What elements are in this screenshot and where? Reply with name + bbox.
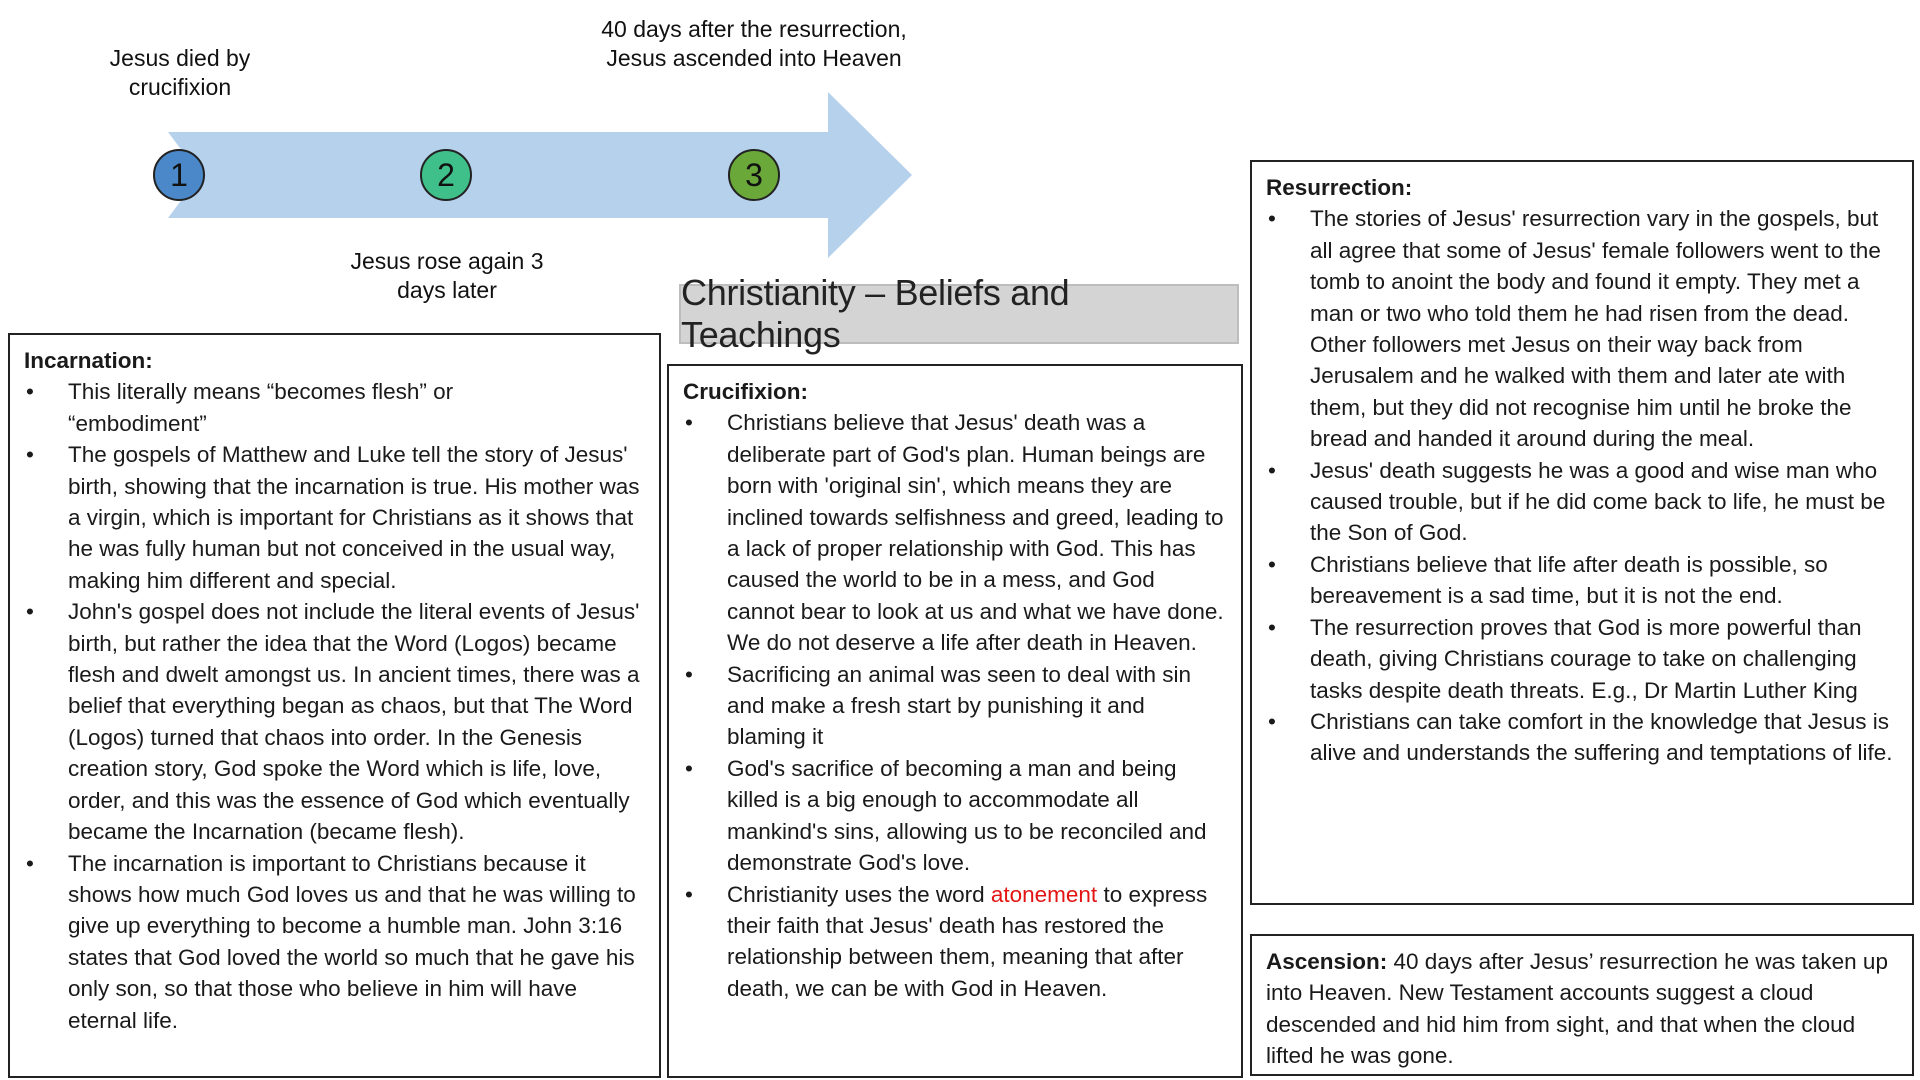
resurrection-bullet: • Christians can take comfort in the knowledge that Jesus is alive and understands the suffering and temptations of life. [1266, 706, 1898, 769]
page-title-box [679, 272, 1239, 355]
resurrection-bullet: • Christians believe that life after death is possible, so bereavement is a sad time, but it is not the end. [1266, 549, 1898, 612]
step2-circle [420, 149, 472, 201]
step3-caption: 40 days after the resurrection, Jesus ascended into Heaven [601, 16, 907, 71]
atonement-text-after: to express their faith that Jesus' death has restored the relationship between them, meaning that after death, we can be with God in Heaven. [727, 881, 1208, 1001]
crucifixion-bullet: • Christians believe that Jesus' death was a deliberate part of God's plan. Human beings are born with 'original sin', which means they are inclined towards selfishness and greed, leading to a lack of proper relationship with God. This has caused the world to be in a mess, and God cannot bear to look at us and what we have done. We do not deserve a life after death in Heaven. [683, 407, 1227, 658]
incarnation-bullet: • John's gospel does not include the literal events of Jesus' birth, but rather the idea that the Word (Logos) became flesh and dwelt amongst us. In ancient times, there was a belief that everything began as chaos, but that The Word (Logos) turned that chaos into order. In the Genesis creation story, God spoke the Word which is life, love, order, and this was the essence of God which eventually became the Incarnation (became flesh). [24, 596, 645, 847]
incarnation-heading: Incarnation: [24, 348, 153, 373]
incarnation-bullet: • The gospels of Matthew and Luke tell the story of Jesus' birth, showing that the incarnation is true. His mother was a virgin, which is important for Christians as it shows that he was fully human but not conceived in the usual way, making him different and special. [24, 439, 645, 596]
step2-number: 2 [437, 156, 455, 193]
resurrection-bullet: • The resurrection proves that God is more powerful than death, giving Christians courage to take on challenging tasks despite death threats. E.g., Dr Martin Luther King [1266, 612, 1898, 706]
step1-circle [153, 149, 205, 201]
crucifixion-bullet: • Sacrificing an animal was seen to deal with sin and make a fresh start by punishing it and blaming it [683, 659, 1227, 753]
atonement-text-before: Christianity uses the word [727, 881, 991, 907]
step2-caption: Jesus rose again 3 days later [350, 248, 544, 303]
resurrection-bullet: • Jesus' death suggests he was a good and wise man who caused trouble, but if he did come back to life, he must be the Son of God. [1266, 455, 1898, 549]
resurrection-bullet: • The stories of Jesus' resurrection vary in the gospels, but all agree that some of Jesus' female followers went to the tomb to anoint the body and found it empty. They met a man or two who told them he had risen from the dead. Other followers met Jesus on their way back from Jerusalem and he walked with them and later ate with them, but they did not recognise him until he broke the bread and handed it around during the meal. [1266, 203, 1898, 454]
step1-number: 1 [170, 156, 188, 193]
step1-caption: Jesus died by crucifixion [109, 45, 251, 100]
incarnation-panel [8, 333, 661, 1078]
incarnation-bullet: • The incarnation is important to Christians because it shows how much God loves us and that he was willing to give up everything to become a humble man. John 3:16 states that God loved the world so much that he gave his only son, so that those who believe in him will have eternal life. [24, 848, 645, 1036]
crucifixion-list [683, 407, 1227, 1004]
crucifixion-heading: Crucifixion: [683, 379, 809, 404]
crucifixion-panel [667, 364, 1243, 1078]
page-title: Christianity – Beliefs and Teachings [681, 272, 1070, 355]
incarnation-bullet: • This literally means “becomes flesh” or “embodiment” [24, 376, 645, 439]
ascension-text: 40 days after Jesus’ resurrection he was taken up into Heaven. New Testament accounts suggest a cloud descended and hid him from sight, and that when the cloud lifted he was gone. [1266, 949, 1888, 1069]
ascension-heading: Ascension: [1266, 949, 1388, 974]
ascension-panel [1250, 934, 1914, 1076]
step3-circle [728, 149, 780, 201]
resurrection-panel [1250, 160, 1914, 905]
crucifixion-bullet: • God's sacrifice of becoming a man and being killed is a big enough to accommodate all mankind's sins, allowing us to be reconciled and demonstrate God's love. [683, 753, 1227, 879]
resurrection-list [1266, 203, 1898, 768]
timeline-arrow-shape [168, 92, 912, 258]
crucifixion-bullet-atonement [683, 879, 1227, 1005]
step3-number: 3 [745, 156, 763, 193]
incarnation-list [24, 376, 645, 1036]
resurrection-heading: Resurrection: [1266, 175, 1413, 200]
atonement-highlight: atonement [990, 881, 1098, 907]
